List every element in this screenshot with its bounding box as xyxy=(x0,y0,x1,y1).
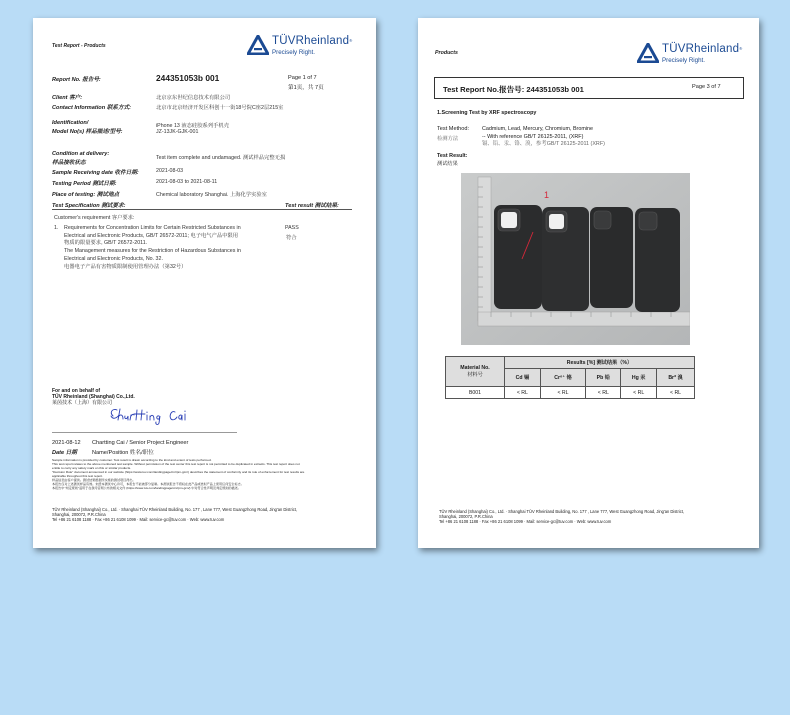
fine-print-line: entitle to carry any safety mark on this or similar products. xyxy=(52,466,132,470)
tuv-logo xyxy=(637,43,742,64)
table-cell: < RL xyxy=(657,387,695,399)
method-line-2: -- With reference GB/T 26125-2011, (XRF) xyxy=(482,133,584,140)
ident-label-1: Identification/ xyxy=(52,120,89,126)
logo-reg: ® xyxy=(349,38,353,43)
contact-value: 北京市北京经济开发区科创十一街18号院C座2层215室 xyxy=(156,105,284,111)
table-cell: < RL xyxy=(586,387,621,399)
report-no-label: Report No. 报告号: xyxy=(52,77,101,83)
page2-header-left: Products xyxy=(435,50,458,56)
sign-date: 2021-08-12 xyxy=(52,440,81,446)
table-col-header: Cr⁶⁺ 铬 xyxy=(540,369,586,387)
table-col-header: Br* 溴 xyxy=(657,369,695,387)
table-col-header: Hg 汞 xyxy=(621,369,657,387)
req-text xyxy=(64,225,241,271)
table-col-header: Cd 镉 xyxy=(505,369,541,387)
condition-value: Test item complete and undamaged. 测试样品完整无损 xyxy=(156,155,286,161)
footer-line: Tel +86 21 6108 1188 · Fax +86 21 6108 1099 · Mail: service-gc@tuv.com · Web: www.tuv.com xyxy=(439,519,612,524)
logo-tagline: Precisely Right. xyxy=(662,57,705,64)
spec-label: Test Specification 测试要求: xyxy=(52,203,126,209)
tuv-triangle-icon xyxy=(637,43,659,63)
report-no: 244351053b 001 xyxy=(156,73,220,83)
table-row xyxy=(446,387,695,399)
contact-label: Contact Information 联系方式: xyxy=(52,105,131,111)
table-cell: < RL xyxy=(621,387,657,399)
fine-print-line: applicable throughout this test report. xyxy=(52,474,103,478)
page-info: Page 1 of 7 xyxy=(288,75,317,81)
customer-req: Customer's requirement 客户要求: xyxy=(54,215,135,221)
spec-divider xyxy=(52,209,352,210)
req-num: 1. xyxy=(54,225,59,231)
req-line: Electrical and Electronic Products, No. 32. xyxy=(64,255,163,262)
report-page-2 xyxy=(418,18,759,548)
client-label: Client 客户: xyxy=(52,95,83,101)
condition-label-2: 样品接收状态 xyxy=(52,160,86,166)
report-header-box xyxy=(434,77,744,99)
method-line-1: Cadmium, Lead, Mercury, Chromium, Bromine xyxy=(482,126,594,132)
footer-line: Shanghai, 200072, P.R.China xyxy=(439,514,493,519)
behalf-line-2: TÜV Rheinland (Shanghai) Co.,Ltd. xyxy=(52,394,135,400)
req-line: The Management measures for the Restriction of Hazardous Substances in xyxy=(64,248,241,255)
fine-print-line: Sample information is provided by customer. Test result is drawn according to the kind and extent of tests performed. xyxy=(52,458,212,462)
date-label: Date 日期 xyxy=(52,450,77,456)
results-table xyxy=(445,356,695,399)
condition-label-1: Condition at delivery: xyxy=(52,151,110,157)
fine-print-line: 本报告仅对上述测试样品有效。未经本测试中心许可，本报告不能被部分复制。本测试报告不授权在此产品或类似产品上使用任何安全标志。 xyxy=(52,482,244,486)
page2-footer xyxy=(439,509,684,524)
req-line: 电器电子产品有害物质限制使用管理办法（第32号） xyxy=(64,263,187,270)
fine-print-line: This test report relates to the above mentioned test sample. Without permission of the test center this test report is not permitted to be duplicated in extracts. This test report does not xyxy=(52,462,300,466)
photo-marker: 1 xyxy=(544,190,550,200)
fine-print-line: 样品信息由客户提供。测试结果根据所实施的测试项目得出。 xyxy=(52,478,136,482)
sign-divider xyxy=(52,432,237,433)
section-title: 1.Screening Test by XRF spectroscopy xyxy=(437,110,537,116)
table-header-row xyxy=(446,357,695,369)
req-result: PASS xyxy=(285,225,299,231)
req-line: Requirements for Concentration Limits for Certain Restricted Substances in xyxy=(64,225,241,231)
receiving-label: Sample Receiving date 收件日期: xyxy=(52,170,139,176)
receiving-value: 2021-08-03 xyxy=(156,168,184,174)
result-label: Test result 测试结果: xyxy=(285,203,339,209)
table-cell: < RL xyxy=(505,387,541,399)
client-value: 北京京东世纪信息技术有限公司 xyxy=(156,95,231,101)
signature-image xyxy=(107,404,197,426)
name-label: Name/Position 姓名/职位 xyxy=(92,450,154,456)
ident-value-2: JZ-13JK-GJK-001 xyxy=(156,129,199,135)
tuv-triangle-icon xyxy=(247,35,269,55)
testing-value: 2021-08-03 to 2021-08-11 xyxy=(156,179,218,185)
page-info-cn: 第1页，共 7页 xyxy=(288,85,324,91)
behalf-line-3: 莱茵技术（上海）有限公司 xyxy=(52,400,113,406)
place-value: Chemical laboratory Shanghai. 上海化学实验室 xyxy=(156,192,267,198)
fine-print xyxy=(52,458,304,490)
page-info: Page 3 of 7 xyxy=(692,84,721,90)
table-cell-material: B001 xyxy=(446,387,505,399)
logo-brand: TÜVRheinland xyxy=(272,35,350,47)
footer-line: TÜV Rheinland (Shanghai) Co., Ltd. · Shanghai TÜV Rheinland Building, No. 177 , Lane 777, West Guangzhong Road, Jing'an District, xyxy=(52,507,298,512)
result-label-cn: 测试结果 xyxy=(437,161,458,167)
page1-footer xyxy=(52,507,297,522)
footer-line: TÜV Rheinland (Shanghai) Co., Ltd. · Shanghai TÜV Rheinland Building, No. 177 , Lane 777, West Guangzhong Road, Jing'an District, xyxy=(439,509,685,514)
fine-print-line: "Decision Rule" document announced in our website (https://www.tuv.com/landingpage/cn/rpm-gcn/) describes the statement of conformity and its rule of enforcement for test results are xyxy=(52,470,305,474)
footer-line: Shanghai, 200072, P.R.China xyxy=(52,512,106,517)
logo-reg: ® xyxy=(739,46,743,51)
sign-name: Chartting Cai / Senior Project Engineer xyxy=(92,440,189,446)
result-label: Test Result: xyxy=(437,153,468,159)
req-line: Electrical and Electronic Products, GB/T 26572-2011; 电子电气产品中限用 xyxy=(64,232,239,239)
ident-value-1: iPhone 13 液态硅胶系列手机壳 xyxy=(156,123,230,129)
report-no: 244351053b 001 xyxy=(526,85,584,94)
table-cell: < RL xyxy=(540,387,586,399)
sample-photo xyxy=(461,173,690,345)
footer-line: Tel +86 21 6108 1188 · Fax +86 21 6108 1099 · Mail: service-gc@tuv.com · Web: www.tuv.com xyxy=(52,517,225,522)
logo-tagline: Precisely Right. xyxy=(272,49,315,56)
table-header-results: Results [%] 测试结果（%） xyxy=(505,357,695,369)
req-result-cn: 符合 xyxy=(286,235,297,241)
logo-brand: TÜVRheinland xyxy=(662,43,740,55)
method-label: Test Method: xyxy=(437,126,470,132)
method-label-cn: 检测方法 xyxy=(437,136,459,142)
method-line-3: 镉、铅、汞、铬、溴，参考GB/T 26125-2011 (XRF) xyxy=(482,141,605,147)
table-header-material: Material No. 材料号 xyxy=(446,357,505,387)
table-col-header: Pb 铅 xyxy=(586,369,621,387)
req-line: 物质的限量要求, GB/T 26572-2011. xyxy=(64,240,148,247)
report-no-label: Test Report No.报告号: xyxy=(443,85,525,94)
report-page-1 xyxy=(33,18,376,548)
tuv-logo xyxy=(247,35,352,56)
page1-header-left: Test Report - Products xyxy=(52,43,106,49)
behalf-line-1: For and on behalf of xyxy=(52,388,101,394)
ident-label-2: Model No(s) 样品描述/型号: xyxy=(52,129,123,135)
place-label: Place of testing: 测试地点 xyxy=(52,192,120,198)
fine-print-line: 本报告中"判定规则"适用于在我司官网公布的相关文件 (https://www.tuv.com/landingpage/cn/rpm-gcn/) 中对符合性声明及判定规则的描述。 xyxy=(52,486,241,490)
testing-label: Testing Period 测试日期: xyxy=(52,181,117,187)
